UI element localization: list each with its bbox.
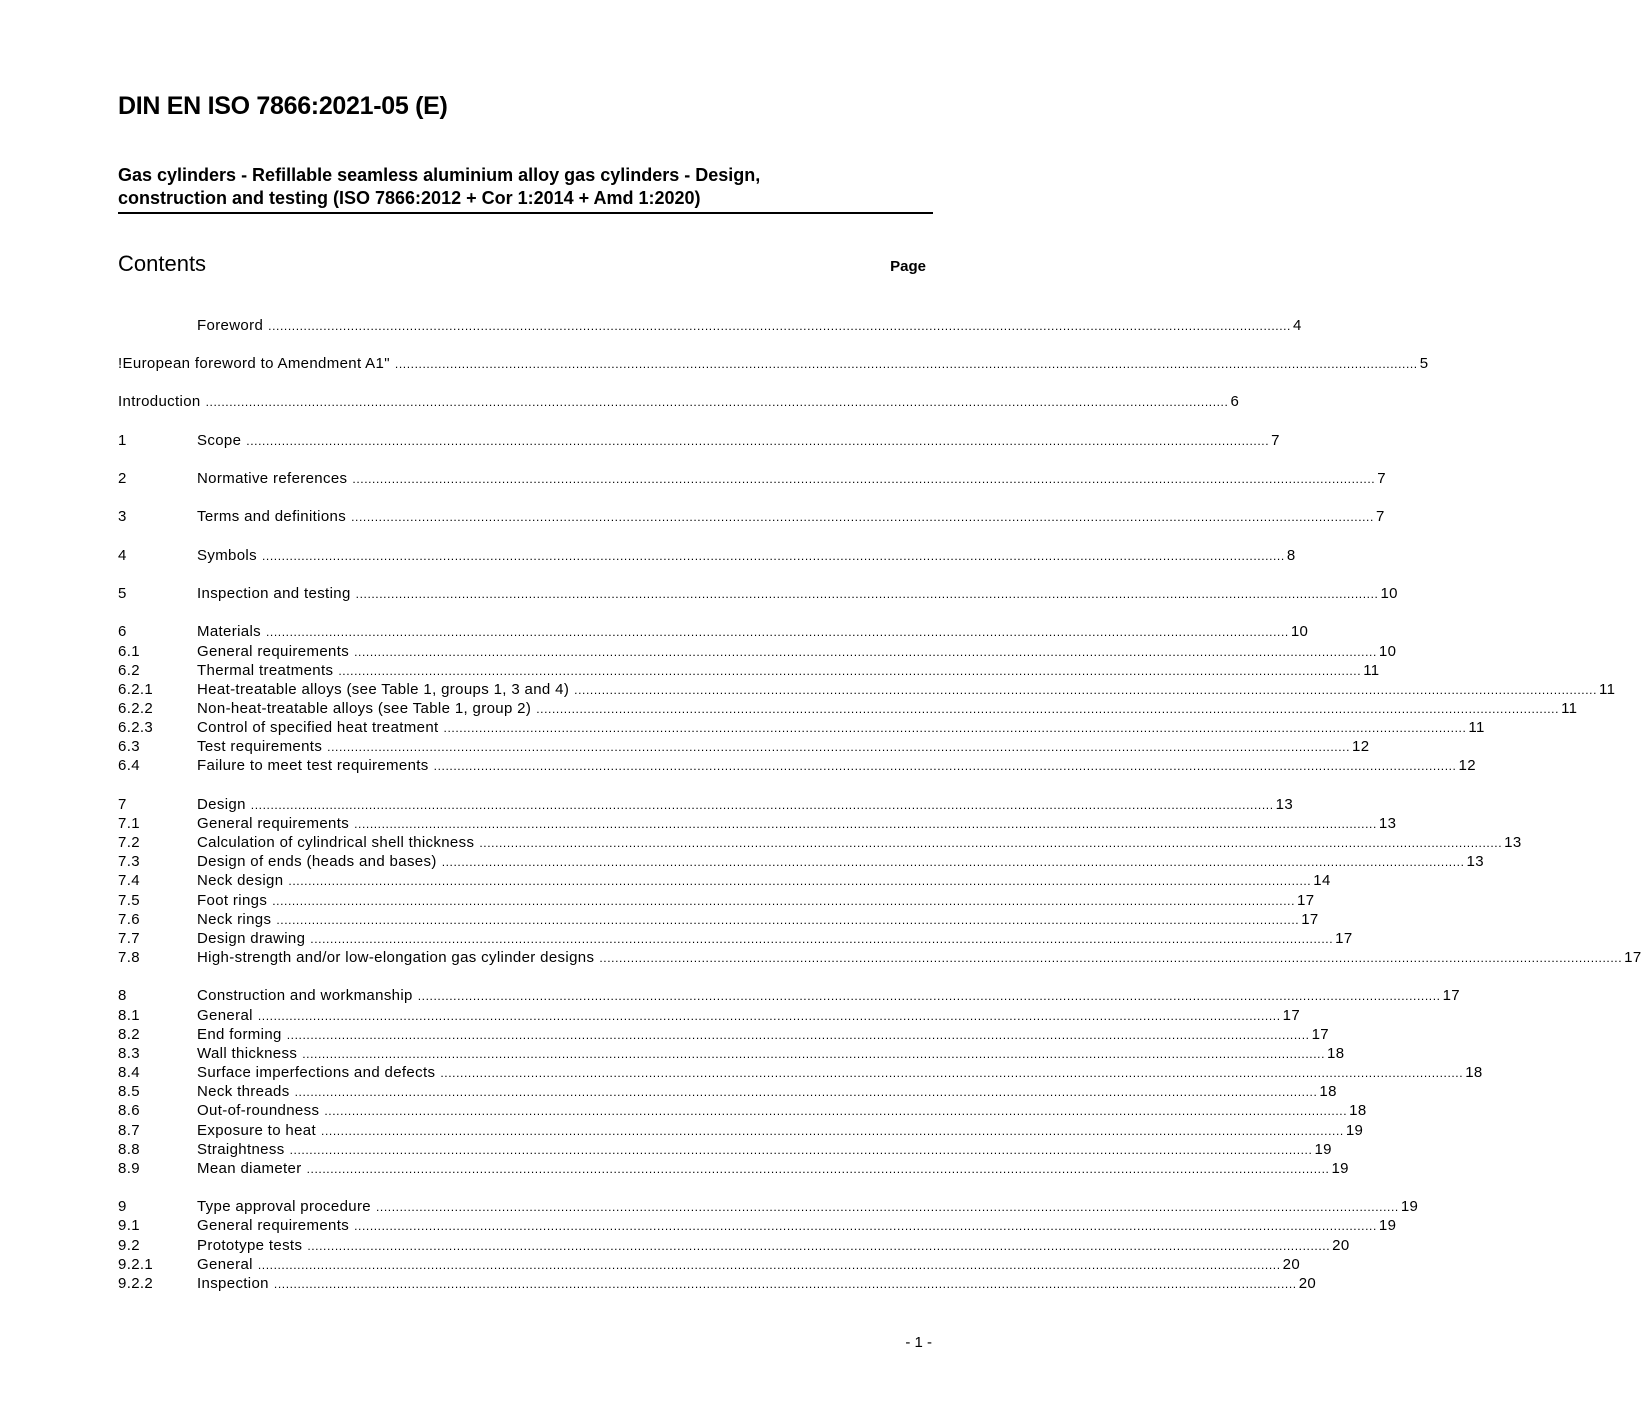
toc-page-number: 20 (1298, 1275, 1317, 1292)
toc-dot-leader: .................................................................................................................................................................................................................................................................... (268, 319, 1291, 333)
toc-title: General (197, 1256, 253, 1273)
toc-entry[interactable] (118, 1236, 1350, 1255)
toc-entry[interactable] (118, 1044, 1345, 1063)
toc-number: 9.2.1 (118, 1256, 154, 1273)
toc-title: General (197, 1007, 253, 1024)
toc-number: 8.9 (118, 1160, 140, 1177)
toc-page-number: 7 (1377, 470, 1386, 487)
toc-number: 8.7 (118, 1122, 140, 1139)
toc-title: Design of ends (heads and bases) (197, 853, 437, 870)
toc-dot-leader: .................................................................................................................................................................................................................................................................... (272, 894, 1296, 908)
toc-title: General requirements (197, 815, 350, 832)
toc-title: Inspection (197, 1275, 269, 1292)
toc-dot-leader: .................................................................................................................................................................................................................................................................... (327, 740, 1351, 754)
toc-page-number: 11 (1468, 719, 1485, 736)
toc-number: 7.6 (118, 911, 140, 928)
toc-entry[interactable] (118, 756, 1476, 775)
toc-entry[interactable] (118, 929, 1353, 948)
toc-page-number: 19 (1314, 1141, 1332, 1158)
toc-number: 6.2.1 (118, 681, 154, 698)
toc-entry[interactable] (118, 1006, 1301, 1025)
toc-page-number: 17 (1442, 987, 1460, 1004)
toc-page-number: 18 (1349, 1102, 1367, 1119)
toc-page-number: 17 (1297, 892, 1315, 909)
toc-title: Design drawing (197, 930, 306, 947)
toc-page-number: 17 (1335, 930, 1353, 947)
toc-entry[interactable] (118, 1121, 1364, 1140)
toc-number: 8.1 (118, 1007, 140, 1024)
toc-title: Symbols (197, 547, 257, 564)
toc-entry[interactable] (118, 1063, 1483, 1082)
toc-dot-leader: .................................................................................................................................................................................................................................................................... (354, 817, 1377, 831)
toc-number: 3 (118, 508, 127, 525)
toc-dot-leader: .................................................................................................................................................................................................................................................................... (261, 549, 1285, 563)
toc-dot-leader: .................................................................................................................................................................................................................................................................... (479, 836, 1503, 850)
toc-title: Mean diameter (197, 1160, 302, 1177)
toc-entry[interactable] (118, 622, 1309, 641)
toc-dot-leader: .................................................................................................................................................................................................................................................................... (433, 759, 1457, 773)
toc-page-number: 14 (1313, 872, 1331, 889)
toc-title: Construction and workmanship (197, 987, 413, 1004)
toc-title: High-strength and/or low-elongation gas cylinder designs (197, 949, 595, 966)
page-number-footer: - 1 - (905, 1334, 932, 1351)
toc-entry[interactable] (118, 1140, 1332, 1159)
toc-dot-leader: .................................................................................................................................................................................................................................................................... (443, 721, 1467, 735)
toc-title: Failure to meet test requirements (197, 757, 429, 774)
toc-number: 7.7 (118, 930, 140, 947)
toc-page-number: 19 (1400, 1198, 1419, 1215)
toc-dot-leader: .................................................................................................................................................................................................................................................................... (599, 951, 1623, 965)
toc-page-number: 11 (1561, 700, 1578, 717)
toc-dot-leader: .................................................................................................................................................................................................................................................................... (306, 1162, 1330, 1176)
toc-page-number: 13 (1466, 853, 1484, 870)
toc-page-number: 10 (1378, 643, 1397, 660)
toc-entry[interactable] (118, 1197, 1419, 1216)
toc-page-number: 20 (1332, 1237, 1350, 1254)
toc-entry[interactable] (118, 795, 1294, 814)
toc-number: 8.5 (118, 1083, 140, 1100)
document-subtitle (118, 164, 933, 214)
toc-title: Control of specified heat treatment (197, 719, 439, 736)
toc-entry[interactable] (118, 737, 1370, 756)
toc-entry[interactable] (118, 1159, 1349, 1178)
toc-number: 6 (118, 623, 127, 640)
toc-number: 7.1 (118, 815, 140, 832)
toc-page-number: 7 (1375, 508, 1385, 525)
toc-title: Foot rings (197, 892, 268, 909)
toc-number: 9.1 (118, 1217, 140, 1234)
toc-page-number: 19 (1345, 1122, 1364, 1139)
toc-number: 9.2 (118, 1237, 140, 1254)
toc-page-number: 18 (1465, 1064, 1483, 1081)
toc-number: 6.1 (118, 643, 140, 660)
toc-number: 1 (118, 432, 127, 449)
toc-number: 9 (118, 1198, 127, 1215)
contents-heading: Contents (118, 251, 207, 276)
toc-entry[interactable] (118, 1082, 1337, 1101)
toc-entry[interactable] (118, 871, 1331, 890)
toc-title: Scope (197, 432, 242, 449)
toc-title: Non-heat-treatable alloys (see Table 1, group 2) (197, 700, 532, 717)
toc-number: 5 (118, 585, 127, 602)
toc-title: Test requirements (197, 738, 323, 755)
toc-title: Heat-treatable alloys (see Table 1, groups 1, 3 and 4) (197, 681, 570, 698)
toc-dot-leader: .................................................................................................................................................................................................................................................................... (321, 1124, 1344, 1138)
toc-title: !European foreword to Amendment A1" (118, 355, 390, 372)
toc-page-number: 17 (1282, 1007, 1301, 1024)
toc-title: Surface imperfections and defects (197, 1064, 436, 1081)
toc-page-number: 17 (1311, 1026, 1329, 1043)
toc-page-number: 13 (1504, 834, 1522, 851)
toc-page-number: 18 (1327, 1045, 1345, 1062)
toc-entry[interactable] (118, 948, 1642, 967)
toc-dot-leader: .................................................................................................................................................................................................................................................................... (266, 625, 1289, 639)
toc-number: 6.2.2 (118, 700, 154, 717)
toc-page-number: 12 (1352, 738, 1370, 755)
toc-number: 8.8 (118, 1141, 140, 1158)
toc-number: 7.5 (118, 892, 140, 909)
toc-dot-leader: .................................................................................................................................................................................................................................................................... (257, 1258, 1281, 1272)
toc-dot-leader: .................................................................................................................................................................................................................................................................... (376, 1200, 1399, 1214)
toc-dot-leader: .................................................................................................................................................................................................................................................................... (440, 1066, 1464, 1080)
toc-number: 6.4 (118, 757, 140, 774)
toc-entry[interactable] (118, 1025, 1329, 1044)
toc-title: Straightness (197, 1141, 285, 1158)
toc-title: Exposure to heat (197, 1122, 317, 1139)
toc-page-number: 10 (1380, 585, 1398, 602)
toc-dot-leader: .................................................................................................................................................................................................................................................................... (324, 1104, 1348, 1118)
toc-title: Terms and definitions (197, 508, 347, 525)
toc-entry[interactable] (118, 1101, 1367, 1120)
subtitle-line-1: Gas cylinders - Refillable seamless aluminium alloy gas cylinders - Design, (118, 165, 761, 185)
toc-number: 8.3 (118, 1045, 140, 1062)
toc-title: Prototype tests (197, 1237, 303, 1254)
toc-dot-leader: .................................................................................................................................................................................................................................................................... (250, 798, 1274, 812)
toc-dot-leader: .................................................................................................................................................................................................................................................................... (354, 645, 1377, 659)
toc-page-number: 11 (1363, 662, 1380, 679)
toc-title: Type approval procedure (197, 1198, 371, 1215)
toc-entry[interactable] (118, 986, 1460, 1005)
toc-dot-leader: .................................................................................................................................................................................................................................................................... (338, 664, 1362, 678)
toc-dot-leader: .................................................................................................................................................................................................................................................................... (246, 434, 1270, 448)
toc-entry[interactable] (118, 431, 1280, 450)
toc-page-number: 6 (1230, 393, 1240, 410)
toc-entry[interactable] (118, 584, 1398, 603)
toc-title: Calculation of cylindrical shell thickness (197, 834, 475, 851)
toc-dot-leader: .................................................................................................................................................................................................................................................................... (441, 855, 1465, 869)
toc-page-number: 17 (1624, 949, 1642, 966)
toc-entry[interactable] (118, 699, 1578, 718)
toc-entry[interactable] (118, 718, 1485, 737)
toc-title: Neck design (197, 872, 284, 889)
toc-page-number: 11 (1599, 681, 1616, 698)
toc-page-number: 19 (1331, 1160, 1349, 1177)
toc-dot-leader: .................................................................................................................................................................................................................................................................... (394, 357, 1418, 371)
toc-dot-leader: .................................................................................................................................................................................................................................................................... (310, 932, 1334, 946)
toc-title: General requirements (197, 643, 350, 660)
toc-entry[interactable] (118, 546, 1296, 565)
toc-title: Out-of-roundness (197, 1102, 320, 1119)
toc-title: Introduction (118, 393, 201, 410)
toc-dot-leader: .................................................................................................................................................................................................................................................................... (205, 395, 1229, 409)
toc-number: 7.3 (118, 853, 140, 870)
toc-dot-leader: .................................................................................................................................................................................................................................................................... (351, 510, 1374, 524)
toc-entry[interactable] (118, 891, 1315, 910)
page-column-heading: Page (890, 258, 926, 275)
toc-page-number: 4 (1293, 317, 1302, 334)
toc-entry[interactable] (118, 852, 1484, 871)
toc-page-number: 18 (1319, 1083, 1337, 1100)
toc-entry[interactable] (118, 814, 1397, 833)
toc-number: 8 (118, 987, 127, 1004)
toc-title: Thermal treatments (197, 662, 334, 679)
toc-dot-leader: .................................................................................................................................................................................................................................................................... (355, 587, 1379, 601)
toc-dot-leader: .................................................................................................................................................................................................................................................................... (307, 1239, 1331, 1253)
toc-number: 7.8 (118, 949, 140, 966)
toc-dot-leader: .................................................................................................................................................................................................................................................................... (302, 1047, 1326, 1061)
toc-page-number: 12 (1458, 757, 1476, 774)
toc-number: 6.3 (118, 738, 140, 755)
toc-entry[interactable] (118, 1216, 1397, 1235)
toc-number: 9.2.2 (118, 1275, 154, 1292)
toc-page-number: 10 (1290, 623, 1309, 640)
toc-page-number: 5 (1419, 355, 1429, 372)
toc-entry[interactable] (118, 354, 1429, 373)
toc-page-number: 13 (1275, 796, 1294, 813)
toc-title: Neck rings (197, 911, 272, 928)
toc-dot-leader: .................................................................................................................................................................................................................................................................... (354, 1219, 1377, 1233)
toc-number: 4 (118, 547, 127, 564)
toc-title: Normative references (197, 470, 348, 487)
toc-number: 7.4 (118, 872, 140, 889)
toc-entry[interactable] (118, 910, 1319, 929)
toc-page-number: 13 (1378, 815, 1397, 832)
toc-dot-leader: .................................................................................................................................................................................................................................................................... (276, 913, 1300, 927)
toc-title: Materials (197, 623, 261, 640)
toc-page-number: 19 (1378, 1217, 1397, 1234)
toc-entry[interactable] (118, 316, 1302, 335)
toc-number: 6.2.3 (118, 719, 154, 736)
toc-dot-leader: .................................................................................................................................................................................................................................................................... (273, 1277, 1297, 1291)
toc-title: Inspection and testing (197, 585, 351, 602)
toc-dot-leader: .................................................................................................................................................................................................................................................................... (286, 1028, 1310, 1042)
toc-number: 7.2 (118, 834, 140, 851)
toc-title: Design (197, 796, 246, 813)
toc-number: 8.4 (118, 1064, 140, 1081)
toc-dot-leader: .................................................................................................................................................................................................................................................................... (289, 1143, 1313, 1157)
toc-entry[interactable] (118, 661, 1380, 680)
document-title: DIN EN ISO 7866:2021-05 (E) (118, 92, 448, 120)
toc-entry[interactable] (118, 1274, 1317, 1293)
toc-page-number: 17 (1301, 911, 1319, 928)
toc-dot-leader: .................................................................................................................................................................................................................................................................... (574, 683, 1598, 697)
toc-title: End forming (197, 1026, 282, 1043)
toc-dot-leader: .................................................................................................................................................................................................................................................................... (294, 1085, 1318, 1099)
toc-number: 8.6 (118, 1102, 140, 1119)
toc-entry[interactable] (118, 680, 1616, 699)
toc-number: 6.2 (118, 662, 140, 679)
toc-dot-leader: .................................................................................................................................................................................................................................................................... (352, 472, 1376, 486)
toc-page-number: 20 (1282, 1256, 1301, 1273)
toc-page-number: 8 (1286, 547, 1296, 564)
toc-page-number: 7 (1271, 432, 1280, 449)
toc-entry[interactable] (118, 392, 1240, 411)
toc-entry[interactable] (118, 507, 1385, 526)
toc-dot-leader: .................................................................................................................................................................................................................................................................... (288, 874, 1312, 888)
toc-title: Wall thickness (197, 1045, 298, 1062)
toc-number: 7 (118, 796, 127, 813)
toc-entry[interactable] (118, 1255, 1301, 1274)
toc-dot-leader: .................................................................................................................................................................................................................................................................... (417, 989, 1441, 1003)
toc-dot-leader: .................................................................................................................................................................................................................................................................... (536, 702, 1560, 716)
toc-title: Foreword (197, 317, 264, 334)
toc-entry[interactable] (118, 642, 1397, 661)
toc-dot-leader: .................................................................................................................................................................................................................................................................... (257, 1009, 1281, 1023)
toc-number: 2 (118, 470, 127, 487)
toc-entry[interactable] (118, 469, 1386, 488)
toc-number: 8.2 (118, 1026, 140, 1043)
toc-title: Neck threads (197, 1083, 290, 1100)
toc-title: General requirements (197, 1217, 350, 1234)
toc-entry[interactable] (118, 833, 1522, 852)
subtitle-line-2: construction and testing (ISO 7866:2012 + Cor 1:2014 + Amd 1:2020) (118, 188, 701, 208)
